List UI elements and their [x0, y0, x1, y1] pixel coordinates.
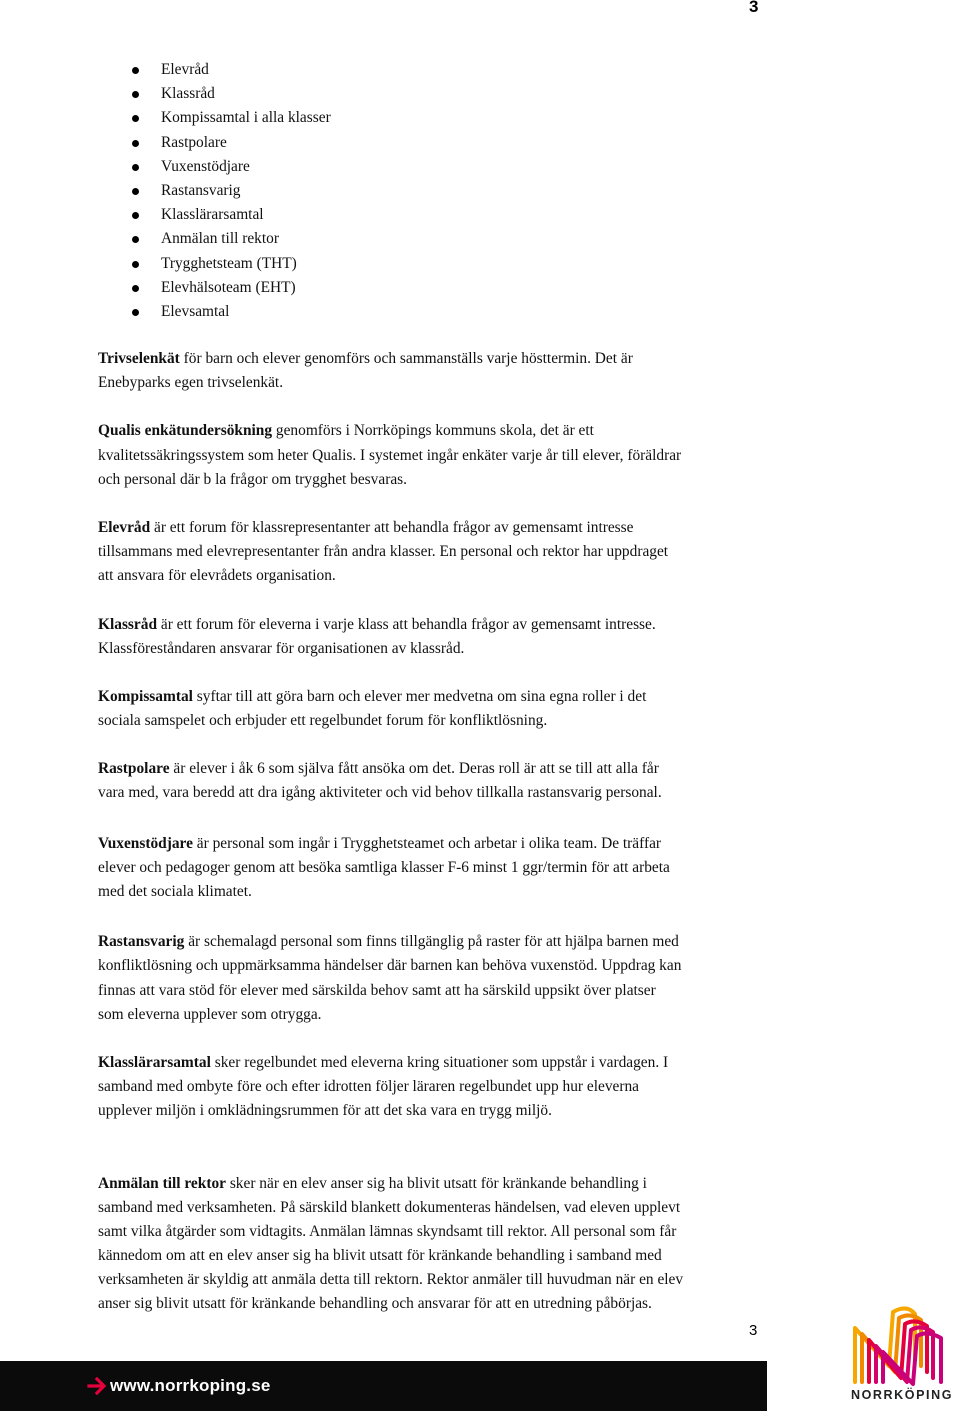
list-item-label: Vuxenstödjare	[161, 157, 250, 175]
list-item	[132, 276, 331, 300]
list-item	[132, 155, 331, 179]
norrkoping-logo	[844, 1300, 960, 1413]
paragraph-term: Qualis enkätundersökning	[98, 422, 273, 440]
paragraph-line: Klasslärarsamtal sker regelbundet med eleverna kring situationer som uppstår i vardagen. I	[98, 1053, 669, 1071]
arrow-right-icon	[86, 1375, 108, 1397]
list-item-label: Elevråd	[161, 61, 209, 78]
paragraph-line: anser sig blivit utsatt för kränkande behandling och ansvarar för att en utredning påbörjas.	[98, 1295, 652, 1313]
paragraph-term: Elevråd	[98, 518, 151, 536]
paragraph-line: samband med ombyte före och efter idrotten följer läraren regelbundet upp hur eleverna	[98, 1078, 640, 1096]
paragraph-term: Kompissamtal	[98, 687, 193, 705]
document-body	[98, 347, 770, 1317]
bullet-icon	[132, 115, 139, 122]
paragraph-term: Klassråd	[98, 615, 158, 633]
list-item-label: Rastpolare	[161, 133, 227, 151]
list-item-label: Kompissamtal i alla klasser	[161, 109, 331, 127]
bullet-icon	[132, 212, 139, 219]
paragraph-line: samt vilka åtgärder som vidtagits. Anmälan lämnas skyndsamt till rektor. All personal som får	[98, 1222, 677, 1240]
paragraph-line: Trivselenkät för barn och elever genomförs och sammanställs varje hösttermin. Det är	[98, 350, 633, 367]
logo-wordmark: NORRKÖPING	[850, 1388, 954, 1402]
paragraph-anmalan-till-rektor	[98, 1172, 770, 1317]
bullet-icon	[132, 91, 139, 98]
paragraph-line: Qualis enkätundersökning genomförs i Norrköpings kommuns skola, det är ett	[98, 422, 594, 440]
paragraph-term: Anmälan till rektor	[98, 1174, 226, 1192]
paragraph-line: och personal där b la frågor om trygghet besvaras.	[98, 470, 407, 488]
paragraph-line: samband med verksamheten. På särskild blankett dokumenteras händelsen, vad eleven upplevt	[98, 1198, 681, 1216]
paragraph-line: som eleverna upplever som otrygga.	[98, 1005, 322, 1023]
paragraph-line: kvalitetssäkringssystem som heter Qualis. I systemet ingår enkäter varje år till elever, föräldrar	[98, 446, 682, 464]
paragraph-elevrad	[98, 516, 770, 589]
paragraph-klassrad	[98, 613, 770, 661]
paragraph-line: Klassråd är ett forum för eleverna i varje klass att behandla frågor av gemensamt intresse.	[98, 615, 656, 633]
paragraph-line: Elevråd är ett forum för klassrepresentanter att behandla frågor av gemensamt intresse	[98, 518, 634, 536]
website-link[interactable]: www.norrkoping.se	[110, 1376, 271, 1395]
paragraph-rastpolare	[98, 757, 770, 805]
paragraph-line: Klassföreståndaren ansvarar för organisationen av klassråd.	[98, 639, 465, 657]
paragraph-line: kännedom om att en elev anser sig ha blivit utsatt för kränkande behandling i samband med	[98, 1247, 662, 1265]
list-item	[132, 106, 331, 130]
list-item-label: Anmälan till rektor	[161, 230, 279, 248]
paragraph-klasslararsamtal	[98, 1051, 770, 1124]
bullet-icon	[132, 67, 139, 74]
paragraph-qualis	[98, 419, 770, 492]
paragraph-line: Anmälan till rektor sker när en elev anser sig ha blivit utsatt för kränkande behandling i	[98, 1174, 647, 1192]
bullet-icon	[132, 309, 139, 316]
bullet-icon	[132, 140, 139, 147]
list-item	[132, 252, 331, 276]
paragraph-line: tillsammans med elevrepresentanter från andra klasser. En personal och rektor har uppdraget	[98, 543, 669, 561]
bullet-icon	[132, 285, 139, 292]
paragraph-line: Kompissamtal syftar till att göra barn och elever mer medvetna om sina egna roller i det	[98, 687, 647, 705]
paragraph-line: konfliktlösning och uppmärksamma händelser där barnen kan behöva vuxenstöd. Uppdrag kan	[98, 957, 682, 975]
paragraph-term: Trivselenkät	[98, 350, 180, 367]
list-item-label: Elevsamtal	[161, 302, 230, 320]
measures-bullet-list	[132, 58, 331, 324]
paragraph-line: upplever miljön i omklädningsrummen för att det ska vara en trygg miljö.	[98, 1102, 552, 1120]
paragraph-line: vara med, vara beredd att dra igång aktiviteter och vid behov tillkalla rastansvarig personal.	[98, 784, 662, 802]
list-item-label: Rastansvarig	[161, 181, 241, 199]
bullet-icon	[132, 236, 139, 243]
paragraph-line: Enebyparks egen trivselenkät.	[98, 374, 284, 392]
list-item	[132, 203, 331, 227]
paragraph-line: verksamheten är skyldig att anmäla detta till rektorn. Rektor anmäler till huvudman när en elev	[98, 1271, 684, 1289]
list-item-label: Klassråd	[161, 85, 215, 103]
paragraph-term: Rastansvarig	[98, 933, 185, 951]
paragraph-rastansvarig	[98, 930, 770, 1027]
list-item-label: Elevhälsoteam (EHT)	[161, 278, 296, 296]
paragraph-term: Klasslärarsamtal	[98, 1053, 211, 1071]
bullet-icon	[132, 188, 139, 195]
paragraph-line: sociala samspelet och erbjuder ett regelbundet forum för konfliktlösning.	[98, 712, 548, 730]
paragraph-term: Vuxenstödjare	[98, 834, 193, 852]
paragraph-line: finnas att vara stöd för elever med särskilda behov samt att ha särskild uppsikt över platser	[98, 981, 656, 999]
paragraph-trivselenkat	[98, 347, 770, 395]
page-number-top: 3	[749, 0, 759, 16]
paragraph-line: elever och pedagoger genom att besöka samtliga klasser F-6 minst 1 ggr/termin för att arbeta	[98, 858, 670, 876]
list-item	[132, 300, 331, 324]
bullet-icon	[132, 261, 139, 268]
paragraph-term: Rastpolare	[98, 760, 170, 778]
paragraph-line: att ansvara för elevrådets organisation.	[98, 567, 336, 585]
list-item-label: Trygghetsteam (THT)	[161, 254, 297, 272]
list-item	[132, 179, 331, 203]
paragraph-vuxenstodjare	[98, 832, 770, 905]
footer-bar	[0, 1361, 767, 1411]
page-number-bottom: 3	[749, 1322, 758, 1339]
list-item-label: Klasslärarsamtal	[161, 206, 264, 224]
paragraph-line: Rastansvarig är schemalagd personal som finns tillgänglig på raster för att hjälpa barnen med	[98, 933, 679, 951]
paragraph-line: Vuxenstödjare är personal som ingår i Trygghetsteamet och arbetar i olika team. De träffar	[98, 834, 662, 852]
list-item	[132, 58, 331, 82]
list-item	[132, 227, 331, 251]
norrkoping-logo-icon	[849, 1300, 955, 1386]
paragraph-kompissamtal	[98, 685, 770, 733]
bullet-icon	[132, 164, 139, 171]
paragraph-line: med det sociala klimatet.	[98, 883, 252, 900]
list-item	[132, 82, 331, 106]
list-item	[132, 131, 331, 155]
paragraph-line: Rastpolare är elever i åk 6 som själva fått ansöka om det. Deras roll är att se till att alla får	[98, 760, 659, 778]
